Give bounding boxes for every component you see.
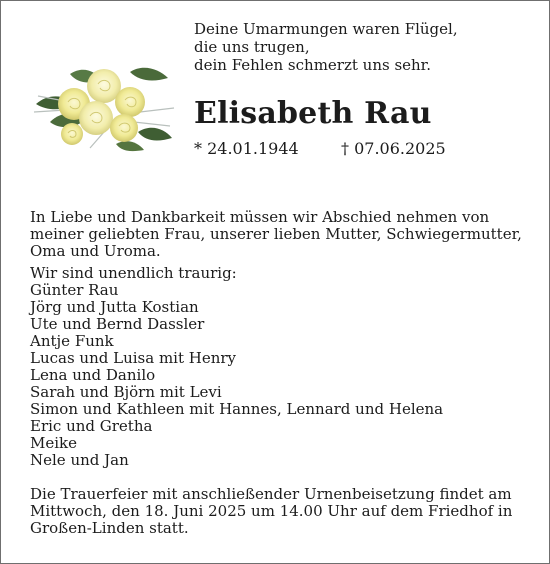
mourners-list xyxy=(30,265,535,469)
mourner-name: Nele und Jan xyxy=(30,451,129,469)
mourner-name: Antje Funk xyxy=(30,332,114,350)
mourners-heading: Wir sind unendlich traurig: xyxy=(30,264,237,282)
ceremony-paragraph xyxy=(30,486,535,537)
mourner-name: Günter Rau xyxy=(30,281,119,299)
intro-line: meiner geliebten Frau, unserer lieben Mutter, Schwiegermutter, xyxy=(30,225,522,243)
mourner-name: Meike xyxy=(30,434,77,452)
birth-date: * 24.01.1944 xyxy=(194,139,299,158)
ceremony-line: Mittwoch, den 18. Juni 2025 um 14.00 Uhr auf dem Friedhof in xyxy=(30,502,513,520)
mourner-name: Lucas und Luisa mit Henry xyxy=(30,349,237,367)
mourner-name: Ute und Bernd Dassler xyxy=(30,315,205,333)
poem-line: Deine Umarmungen waren Flügel, xyxy=(194,20,458,38)
ceremony-line: Die Trauerfeier mit anschließender Urnenbeisetzung findet am xyxy=(30,485,512,503)
notice-body xyxy=(30,209,535,537)
poem xyxy=(194,20,458,74)
mourner-name: Eric und Gretha xyxy=(30,417,153,435)
yellow-roses-image xyxy=(30,52,176,156)
mourner-name: Simon und Kathleen mit Hannes, Lennard und Helena xyxy=(30,400,444,418)
intro-line: In Liebe und Dankbarkeit müssen wir Abschied nehmen von xyxy=(30,208,490,226)
death-date: † 07.06.2025 xyxy=(341,139,446,158)
mourner-name: Sarah und Björn mit Levi xyxy=(30,383,222,401)
intro-paragraph xyxy=(30,209,535,260)
ceremony-line: Großen-Linden statt. xyxy=(30,519,189,537)
deceased-name: Elisabeth Rau xyxy=(194,96,432,131)
mourner-name: Jörg und Jutta Kostian xyxy=(30,298,199,316)
poem-line: die uns trugen, xyxy=(194,38,310,56)
mourner-name: Lena und Danilo xyxy=(30,366,156,384)
intro-line: Oma und Uroma. xyxy=(30,242,161,260)
poem-line: dein Fehlen schmerzt uns sehr. xyxy=(194,56,431,74)
